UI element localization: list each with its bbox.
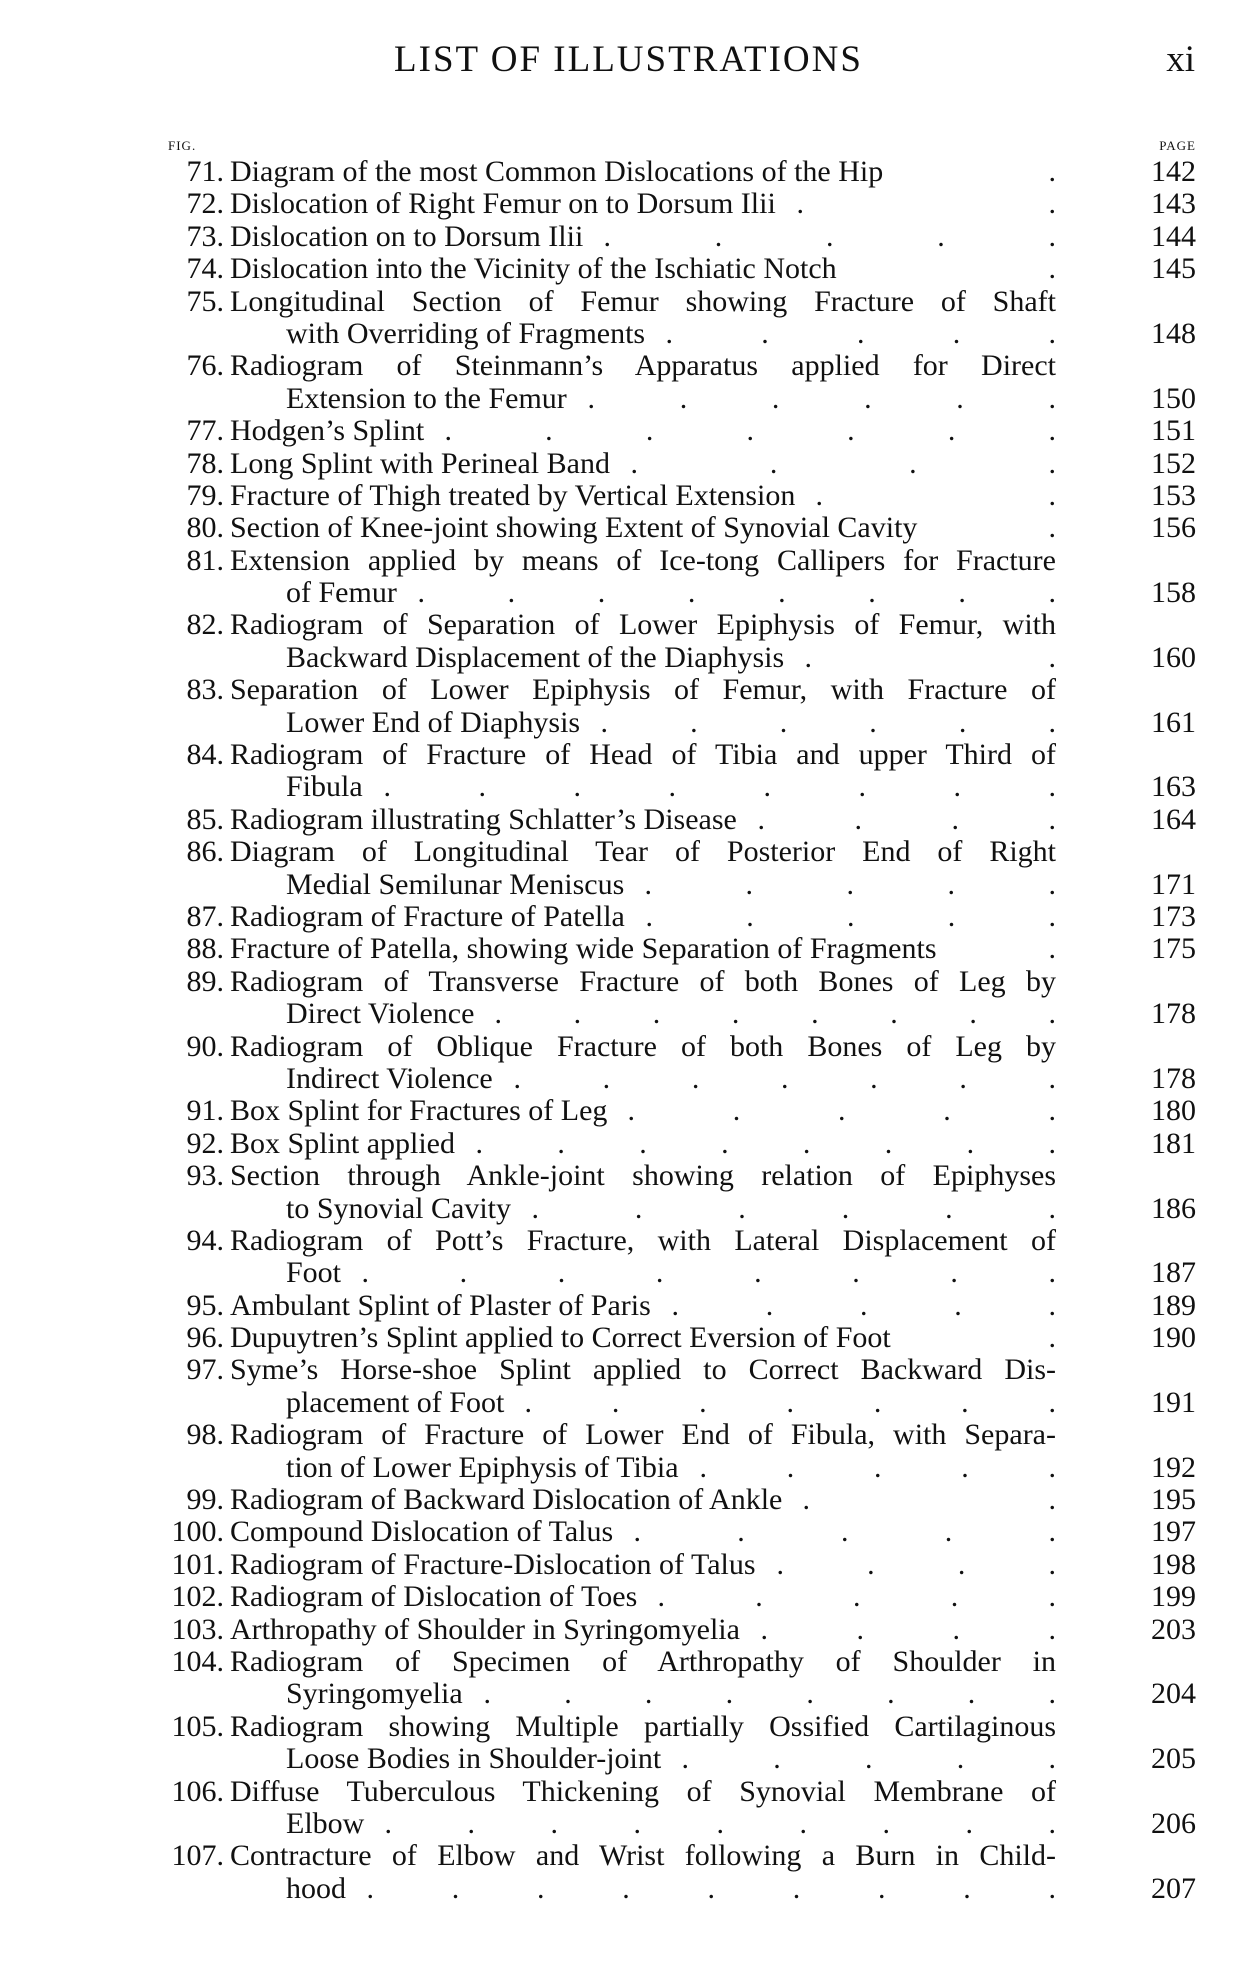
figure-number: 79. [186,478,224,512]
figure-caption: Box Splint applied [230,1126,455,1160]
entry-line [140,1646,1196,1678]
list-item [140,1322,1196,1354]
entry-line [140,1452,1196,1484]
dot-leader: . . . . . . . . [494,997,1056,1031]
figure-caption: Radiogram of Transverse Fracture of both Bones of Leg by [230,964,1056,998]
entry-line [140,674,1196,706]
entry-line [140,188,1196,220]
list-item [140,1095,1196,1127]
list-item [140,512,1196,544]
dot-leader: . . . . . . . . . [366,1871,1056,1905]
figure-number: 95. [186,1288,224,1322]
figure-caption: Medial Semilunar Meniscus [286,867,625,901]
list-item [140,1549,1196,1581]
figure-caption: Extension applied by means of Ice-tong Callipers for Fracture [230,543,1056,577]
dot-leader: . [1048,932,1056,966]
figure-caption: Radiogram of Fracture of Lower End of Fibula, with Separa- [230,1418,1056,1452]
list-item [140,1840,1196,1905]
list-item [140,933,1196,965]
dot-leader: . . . . . . [587,381,1056,415]
figure-caption: Dislocation of Right Femur on to Dorsum Ilii [230,187,776,221]
figure-caption: Radiogram of Separation of Lower Epiphysis of Femur, with [230,608,1056,642]
figure-number: 82. [186,608,224,642]
entry-line [140,480,1196,512]
dot-leader: . . . . [630,446,1056,480]
page-column-header: PAGE [1159,138,1196,153]
entry-line [140,933,1196,965]
entry-line [140,545,1196,577]
entry-line [140,512,1196,544]
figure-caption: hood [286,1871,346,1905]
figure-caption: Indirect Violence [286,1061,493,1095]
figure-number: 101. [171,1547,224,1581]
list-item [140,253,1196,285]
dot-leader: . [1048,1321,1056,1355]
list-item [140,1711,1196,1776]
figure-caption: tion of Lower Epiphysis of Tibia [286,1450,679,1484]
running-head [0,38,1257,90]
entry-line [140,156,1196,188]
dot-leader: . . [802,1483,1056,1517]
entry-line [140,1354,1196,1386]
figure-number: 80. [186,511,224,545]
entry-line [140,1419,1196,1451]
entry-line [140,1840,1196,1872]
dot-leader: . . . . [760,1612,1056,1646]
entry-line [140,1484,1196,1516]
figure-number: 97. [186,1353,224,1387]
figure-caption: Ambulant Splint of Plaster of Paris [230,1288,651,1322]
page-reference: 197 [1151,1515,1196,1549]
list-item [140,1614,1196,1646]
figure-caption: Lower End of Diaphysis [286,705,581,739]
page-reference: 164 [1151,802,1196,836]
dot-leader: . . [804,640,1056,674]
list-item [140,901,1196,933]
entry-line [140,1808,1196,1840]
figure-number: 84. [186,738,224,772]
list-item [140,1419,1196,1484]
page-reference: 142 [1151,155,1196,188]
figure-caption: Backward Displacement of the Diaphysis [286,640,785,674]
figure-caption: placement of Foot [286,1385,505,1419]
page-reference: 187 [1151,1256,1196,1290]
dot-leader: . [1048,155,1056,188]
entry-line [140,1516,1196,1548]
figure-caption: Fibula [286,770,363,804]
page-reference: 148 [1151,316,1196,350]
figure-caption: Foot [286,1256,342,1290]
entry-line [140,1063,1196,1095]
page-reference: 150 [1151,381,1196,415]
list-item [140,1290,1196,1322]
page-reference: 207 [1151,1871,1196,1905]
list-item [140,1646,1196,1711]
list-item [140,966,1196,1031]
page-reference: 195 [1151,1483,1196,1517]
figure-number: 86. [186,835,224,869]
dot-leader: . . . . . . . [444,414,1056,448]
figure-caption: Section of Knee-joint showing Extent of Synovial Cavity [230,511,918,545]
entry-line [140,1776,1196,1808]
page-number: xi [1166,39,1195,80]
figure-caption: Radiogram of Fracture-Dislocation of Talus [230,1547,756,1581]
illustrations-list [140,156,1196,1905]
figure-caption: Hodgen’s Splint [230,414,425,448]
dot-leader: . [1048,252,1056,286]
figure-caption: Extension to the Femur [286,381,567,415]
entry-line [140,1225,1196,1257]
fig-column-header: FIG. [168,138,197,153]
page-reference: 178 [1151,1061,1196,1095]
figure-number: 91. [186,1094,224,1128]
dot-leader: . . . . . . . . [383,770,1056,804]
page-reference: 180 [1151,1094,1196,1128]
entry-line [140,286,1196,318]
figure-caption: Elbow [286,1806,365,1840]
figure-caption: Fracture of Thigh treated by Vertical Extension [230,478,796,512]
figure-caption: Direct Violence [286,997,475,1031]
list-item [140,415,1196,447]
figure-caption: Compound Dislocation of Talus [230,1515,614,1549]
figure-number: 76. [186,349,224,383]
entry-line [140,1387,1196,1419]
dot-leader: . . . . . [645,899,1056,933]
figure-number: 98. [186,1418,224,1452]
dot-leader: . . . . . [671,1288,1056,1322]
figure-number: 92. [186,1126,224,1160]
list-item [140,1354,1196,1419]
figure-caption: Radiogram of Dislocation of Toes [230,1580,638,1614]
entry-line [140,1549,1196,1581]
entry-line [140,1031,1196,1063]
entry-line [140,1581,1196,1613]
entry-line [140,771,1196,803]
entry-line [140,836,1196,868]
page-reference: 160 [1151,640,1196,674]
list-item [140,286,1196,351]
page-reference: 156 [1151,511,1196,545]
list-item [140,1225,1196,1290]
figure-caption: Diagram of Longitudinal Tear of Posterior End of Right [230,835,1056,869]
figure-number: 77. [186,414,224,448]
figure-caption: Radiogram of Backward Dislocation of Ankle [230,1483,783,1517]
page-reference: 190 [1151,1321,1196,1355]
list-item [140,609,1196,674]
figure-number: 94. [186,1223,224,1257]
entry-line [140,1711,1196,1743]
list-item [140,739,1196,804]
entry-line [140,609,1196,641]
page-reference: 143 [1151,187,1196,221]
page-reference: 161 [1151,705,1196,739]
figure-number: 102. [171,1580,224,1614]
figure-caption: Radiogram of Fracture of Head of Tibia and upper Third of [230,738,1056,772]
figure-caption: to Synovial Cavity [286,1191,511,1225]
entry-line [140,869,1196,901]
figure-number: 104. [171,1644,224,1678]
figure-caption: Dislocation into the Vicinity of the Ischiatic Notch [230,252,837,286]
figure-number: 103. [171,1612,224,1646]
dot-leader: . . . . . [644,867,1056,901]
list-item [140,448,1196,480]
figure-number: 88. [186,932,224,966]
entry-line [140,642,1196,674]
entry-line [140,577,1196,609]
figure-number: 100. [171,1515,224,1549]
dot-leader: . . . . [776,1547,1056,1581]
dot-leader: . [1048,511,1056,545]
dot-leader: . . . . . . . . . [384,1806,1056,1840]
figure-number: 71. [186,155,224,188]
entry-line [140,739,1196,771]
entry-line [140,383,1196,415]
page-reference: 199 [1151,1580,1196,1614]
entry-line [140,1678,1196,1710]
page-reference: 173 [1151,899,1196,933]
figure-caption: of Femur [286,576,397,610]
figure-number: 90. [186,1029,224,1063]
entry-line [140,707,1196,739]
entry-line [140,1128,1196,1160]
page-reference: 189 [1151,1288,1196,1322]
page-title: LIST OF ILLUSTRATIONS [394,39,863,80]
figure-caption: Radiogram of Specimen of Arthropathy of Shoulder in [230,1644,1056,1678]
list-item [140,1484,1196,1516]
page-reference: 152 [1151,446,1196,480]
figure-number: 107. [171,1839,224,1873]
dot-leader: . . . . . [665,316,1056,350]
page-reference: 151 [1151,414,1196,448]
figure-caption: Box Splint for Fractures of Leg [230,1094,608,1128]
list-item [140,156,1196,188]
page-reference: 175 [1151,932,1196,966]
page-reference: 206 [1151,1806,1196,1840]
entry-line [140,221,1196,253]
list-item [140,221,1196,253]
page-reference: 144 [1151,219,1196,253]
figure-number: 85. [186,802,224,836]
figure-caption: Dupuytren’s Splint applied to Correct Eversion of Foot [230,1321,891,1355]
dot-leader: . . . . . . . . [483,1677,1056,1711]
entry-line [140,1193,1196,1225]
page-reference: 203 [1151,1612,1196,1646]
figure-caption: Arthropathy of Shoulder in Syringomyelia [230,1612,740,1646]
dot-leader: . . . . . . [600,705,1056,739]
entry-line [140,901,1196,933]
page-reference: 181 [1151,1126,1196,1160]
figure-caption: Radiogram of Pott’s Fracture, with Lateral Displacement of [230,1223,1056,1257]
entry-line [140,415,1196,447]
figure-number: 106. [171,1774,224,1808]
dot-leader: . . . . . . . [513,1061,1056,1095]
figure-caption: Radiogram of Oblique Fracture of both Bones of Leg by [230,1029,1056,1063]
list-item [140,1160,1196,1225]
figure-caption: Contracture of Elbow and Wrist following a Burn in Child- [230,1839,1056,1873]
figure-number: 81. [186,543,224,577]
list-item [140,674,1196,739]
dot-leader: . . . . . [633,1515,1056,1549]
entry-line [140,966,1196,998]
page-reference: 191 [1151,1385,1196,1419]
figure-caption: Radiogram of Fracture of Patella [230,899,625,933]
figure-caption: Long Splint with Perineal Band [230,446,610,480]
entry-line [140,1160,1196,1192]
entry-line [140,350,1196,382]
list-item [140,804,1196,836]
list-item [140,350,1196,415]
figure-caption: with Overriding of Fragments [286,316,646,350]
entry-line [140,448,1196,480]
figure-caption: Loose Bodies in Shoulder-joint [286,1742,662,1776]
entry-line [140,1257,1196,1289]
dot-leader: . . [815,478,1056,512]
figure-caption: Radiogram showing Multiple partially Ossified Cartilaginous [230,1709,1056,1743]
entry-line [140,318,1196,350]
entry-line [140,998,1196,1030]
figure-number: 105. [171,1709,224,1743]
figure-caption: Syme’s Horse-shoe Splint applied to Correct Backward Dis- [230,1353,1056,1387]
figure-number: 83. [186,673,224,707]
figure-caption: Radiogram of Steinmann’s Apparatus applied for Direct [230,349,1056,383]
list-item [140,188,1196,220]
dot-leader: . . [796,187,1056,221]
dot-leader: . . . . . . . [524,1385,1056,1419]
dot-leader: . . . . . . [531,1191,1056,1225]
figure-caption: Dislocation on to Dorsum Ilii [230,219,584,253]
figure-number: 96. [186,1321,224,1355]
page-reference: 186 [1151,1191,1196,1225]
dot-leader: . . . . . [681,1742,1056,1776]
entry-line [140,1095,1196,1127]
figure-caption: Diagram of the most Common Dislocations of the Hip [230,155,884,188]
figure-number: 89. [186,964,224,998]
list-item [140,1516,1196,1548]
entry-line [140,1290,1196,1322]
entry-line [140,1873,1196,1905]
entry-line [140,253,1196,285]
figure-number: 78. [186,446,224,480]
list-item [140,1776,1196,1841]
figure-caption: Radiogram illustrating Schlatter’s Disease [230,802,737,836]
dot-leader: . . . . . [699,1450,1056,1484]
list-item [140,545,1196,610]
dot-leader: . . . . . [627,1094,1056,1128]
dot-leader: . . . . [757,802,1056,836]
list-item [140,836,1196,901]
figure-number: 74. [186,252,224,286]
figure-number: 99. [186,1483,224,1517]
figure-caption: Separation of Lower Epiphysis of Femur, with Fracture of [230,673,1056,707]
figure-number: 93. [186,1159,224,1193]
figure-number: 87. [186,899,224,933]
dot-leader: . . . . . . . . [361,1256,1056,1290]
column-headers [168,138,1196,156]
page-reference: 204 [1151,1677,1196,1711]
figure-number: 72. [186,187,224,221]
dot-leader: . . . . . . . . [475,1126,1056,1160]
entry-line [140,1322,1196,1354]
page-reference: 205 [1151,1742,1196,1776]
page-reference: 178 [1151,997,1196,1031]
figure-caption: Longitudinal Section of Femur showing Fracture of Shaft [230,284,1056,318]
entry-line [140,1614,1196,1646]
entry-line [140,804,1196,836]
page-reference: 163 [1151,770,1196,804]
figure-caption: Syringomyelia [286,1677,463,1711]
page-reference: 198 [1151,1547,1196,1581]
dot-leader: . . . . . [603,219,1056,253]
list-item [140,1031,1196,1096]
figure-caption: Diffuse Tuberculous Thickening of Synovial Membrane of [230,1774,1056,1808]
figure-caption: Section through Ankle-joint showing relation of Epiphyses [230,1159,1056,1193]
entry-line [140,1743,1196,1775]
dot-leader: . . . . . . . . [417,576,1056,610]
figure-number: 75. [186,284,224,318]
dot-leader: . . . . . [657,1580,1056,1614]
page-reference: 171 [1151,867,1196,901]
page-reference: 145 [1151,252,1196,286]
page-reference: 153 [1151,478,1196,512]
list-item [140,1581,1196,1613]
list-item [140,1128,1196,1160]
figure-caption: Fracture of Patella, showing wide Separation of Fragments [230,932,937,966]
figure-number: 73. [186,219,224,253]
page-reference: 192 [1151,1450,1196,1484]
list-item [140,480,1196,512]
page-reference: 158 [1151,576,1196,610]
